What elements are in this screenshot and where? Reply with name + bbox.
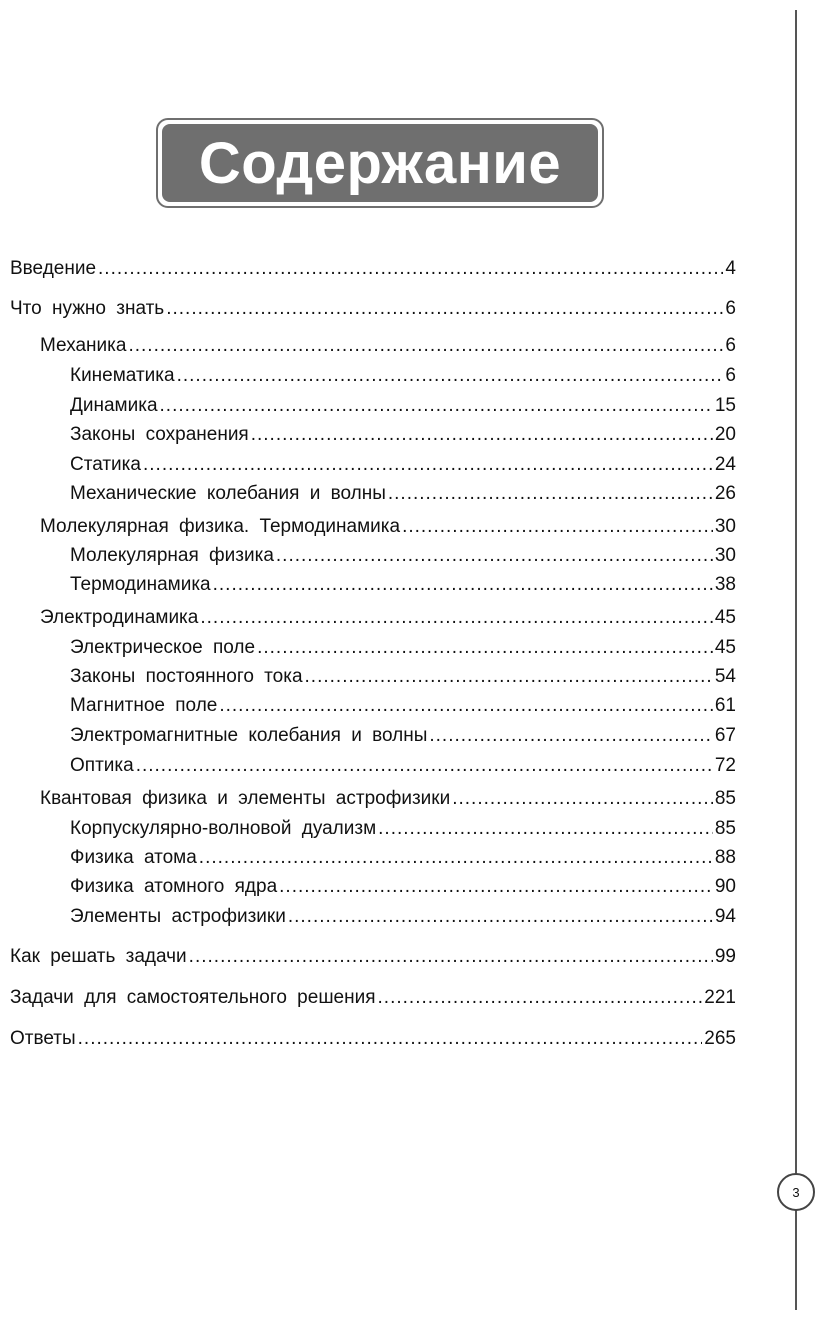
toc-page: 45 bbox=[714, 607, 736, 628]
toc-label: Термодинамика bbox=[70, 574, 211, 595]
toc-entry-nuclear-physics[interactable] bbox=[10, 874, 736, 900]
toc-label: Корпускулярно-волновой дуализм bbox=[70, 818, 377, 839]
toc-page: 85 bbox=[714, 788, 736, 809]
dot-leader bbox=[98, 256, 723, 282]
dot-leader bbox=[199, 845, 713, 871]
dot-leader bbox=[305, 664, 713, 690]
toc-label: Электромагнитные колебания и волны bbox=[70, 725, 428, 746]
toc-entry-statics[interactable] bbox=[10, 452, 736, 478]
dot-leader bbox=[279, 874, 713, 900]
dot-leader bbox=[251, 422, 713, 448]
toc-label: Задачи для самостоятельного решения bbox=[10, 987, 376, 1008]
toc-entry-dc-laws[interactable] bbox=[10, 664, 736, 690]
toc-entry-astrophysics[interactable] bbox=[10, 904, 736, 930]
dot-leader bbox=[388, 481, 713, 507]
dot-leader bbox=[257, 635, 713, 661]
toc-entry-kinematics[interactable] bbox=[10, 363, 736, 389]
toc-page: 99 bbox=[714, 946, 736, 967]
toc-page: 265 bbox=[704, 1028, 736, 1049]
toc-entry-electric-field[interactable] bbox=[10, 635, 736, 661]
toc-page: 6 bbox=[725, 365, 736, 386]
toc-page: 15 bbox=[714, 395, 736, 416]
toc-page: 20 bbox=[714, 424, 736, 445]
toc-page: 30 bbox=[714, 545, 736, 566]
toc-label: Законы сохранения bbox=[70, 424, 249, 445]
toc-entry-thermodynamics[interactable] bbox=[10, 572, 736, 598]
toc-page: 4 bbox=[725, 258, 736, 279]
toc-label: Ответы bbox=[10, 1028, 76, 1049]
dot-leader bbox=[160, 393, 713, 419]
toc-entry-wave-particle[interactable] bbox=[10, 816, 736, 842]
toc-label: Квантовая физика и элементы астрофизики bbox=[40, 788, 451, 809]
toc-entry-atomic-physics[interactable] bbox=[10, 845, 736, 871]
toc-entry-how-to-solve[interactable] bbox=[10, 944, 736, 970]
toc-label: Механика bbox=[40, 335, 127, 356]
toc-entry-quantum-astro[interactable] bbox=[10, 786, 736, 812]
dot-leader bbox=[378, 816, 713, 842]
toc-label: Физика атома bbox=[70, 847, 197, 868]
toc-page: 38 bbox=[714, 574, 736, 595]
page-title: Содержание bbox=[162, 124, 598, 202]
toc-entry-introduction[interactable] bbox=[10, 256, 736, 282]
toc-page: 85 bbox=[714, 818, 736, 839]
toc-page: 221 bbox=[704, 987, 736, 1008]
dot-leader bbox=[78, 1026, 703, 1052]
toc-entry-em-oscillations[interactable] bbox=[10, 723, 736, 749]
toc-page: 45 bbox=[714, 637, 736, 658]
toc-label: Механические колебания и волны bbox=[70, 483, 386, 504]
toc-entry-magnetic-field[interactable] bbox=[10, 693, 736, 719]
toc-page: 72 bbox=[714, 755, 736, 776]
toc-page: 6 bbox=[725, 335, 736, 356]
dot-leader bbox=[452, 786, 713, 812]
toc-page: 90 bbox=[714, 876, 736, 897]
toc-label: Молекулярная физика bbox=[70, 545, 274, 566]
toc-page: 61 bbox=[714, 695, 736, 716]
toc-label: Электродинамика bbox=[40, 607, 199, 628]
toc-page: 88 bbox=[714, 847, 736, 868]
toc-label: Что нужно знать bbox=[10, 298, 165, 319]
toc-label: Элементы астрофизики bbox=[70, 906, 286, 927]
toc-label: Как решать задачи bbox=[10, 946, 187, 967]
page-number: 3 bbox=[792, 1184, 800, 1200]
dot-leader bbox=[378, 985, 703, 1011]
dot-leader bbox=[402, 514, 713, 540]
toc-page: 6 bbox=[725, 298, 736, 319]
toc-entry-mechanical-oscillations[interactable] bbox=[10, 481, 736, 507]
toc-entry-what-to-know[interactable] bbox=[10, 296, 736, 322]
dot-leader bbox=[213, 572, 713, 598]
dot-leader bbox=[200, 605, 713, 631]
toc-label: Электрическое поле bbox=[70, 637, 256, 658]
toc-page: 54 bbox=[714, 666, 736, 687]
toc-entry-dynamics[interactable] bbox=[10, 393, 736, 419]
toc-label: Статика bbox=[70, 454, 141, 475]
dot-leader bbox=[219, 693, 713, 719]
toc-entry-conservation-laws[interactable] bbox=[10, 422, 736, 448]
toc-label: Кинематика bbox=[70, 365, 175, 386]
dot-leader bbox=[288, 904, 713, 930]
toc-label: Введение bbox=[10, 258, 97, 279]
toc-entry-optics[interactable] bbox=[10, 753, 736, 779]
toc-page: 24 bbox=[714, 454, 736, 475]
toc-entry-answers[interactable] bbox=[10, 1026, 736, 1052]
toc-label: Физика атомного ядра bbox=[70, 876, 278, 897]
dot-leader bbox=[276, 543, 713, 569]
dot-leader bbox=[128, 333, 723, 359]
dot-leader bbox=[166, 296, 723, 322]
title-banner bbox=[156, 118, 604, 208]
toc-entry-electrodynamics[interactable] bbox=[10, 605, 736, 631]
toc-page: 94 bbox=[714, 906, 736, 927]
toc-page: 67 bbox=[714, 725, 736, 746]
toc-label: Оптика bbox=[70, 755, 134, 776]
dot-leader bbox=[189, 944, 713, 970]
toc-label: Законы постоянного тока bbox=[70, 666, 303, 687]
toc-entry-self-study-problems[interactable] bbox=[10, 985, 736, 1011]
toc-entry-molecular-physics[interactable] bbox=[10, 543, 736, 569]
toc-entry-molecular-thermo[interactable] bbox=[10, 514, 736, 540]
toc-entry-mechanics[interactable] bbox=[10, 333, 736, 359]
toc-page: 26 bbox=[714, 483, 736, 504]
page-edge-line bbox=[795, 10, 797, 1310]
dot-leader bbox=[429, 723, 712, 749]
dot-leader bbox=[136, 753, 713, 779]
toc-label: Магнитное поле bbox=[70, 695, 218, 716]
toc-page: 30 bbox=[714, 516, 736, 537]
toc-label: Молекулярная физика. Термодинамика bbox=[40, 516, 401, 537]
dot-leader bbox=[177, 363, 724, 389]
page-number-badge bbox=[777, 1173, 815, 1211]
toc-label: Динамика bbox=[70, 395, 158, 416]
dot-leader bbox=[143, 452, 713, 478]
